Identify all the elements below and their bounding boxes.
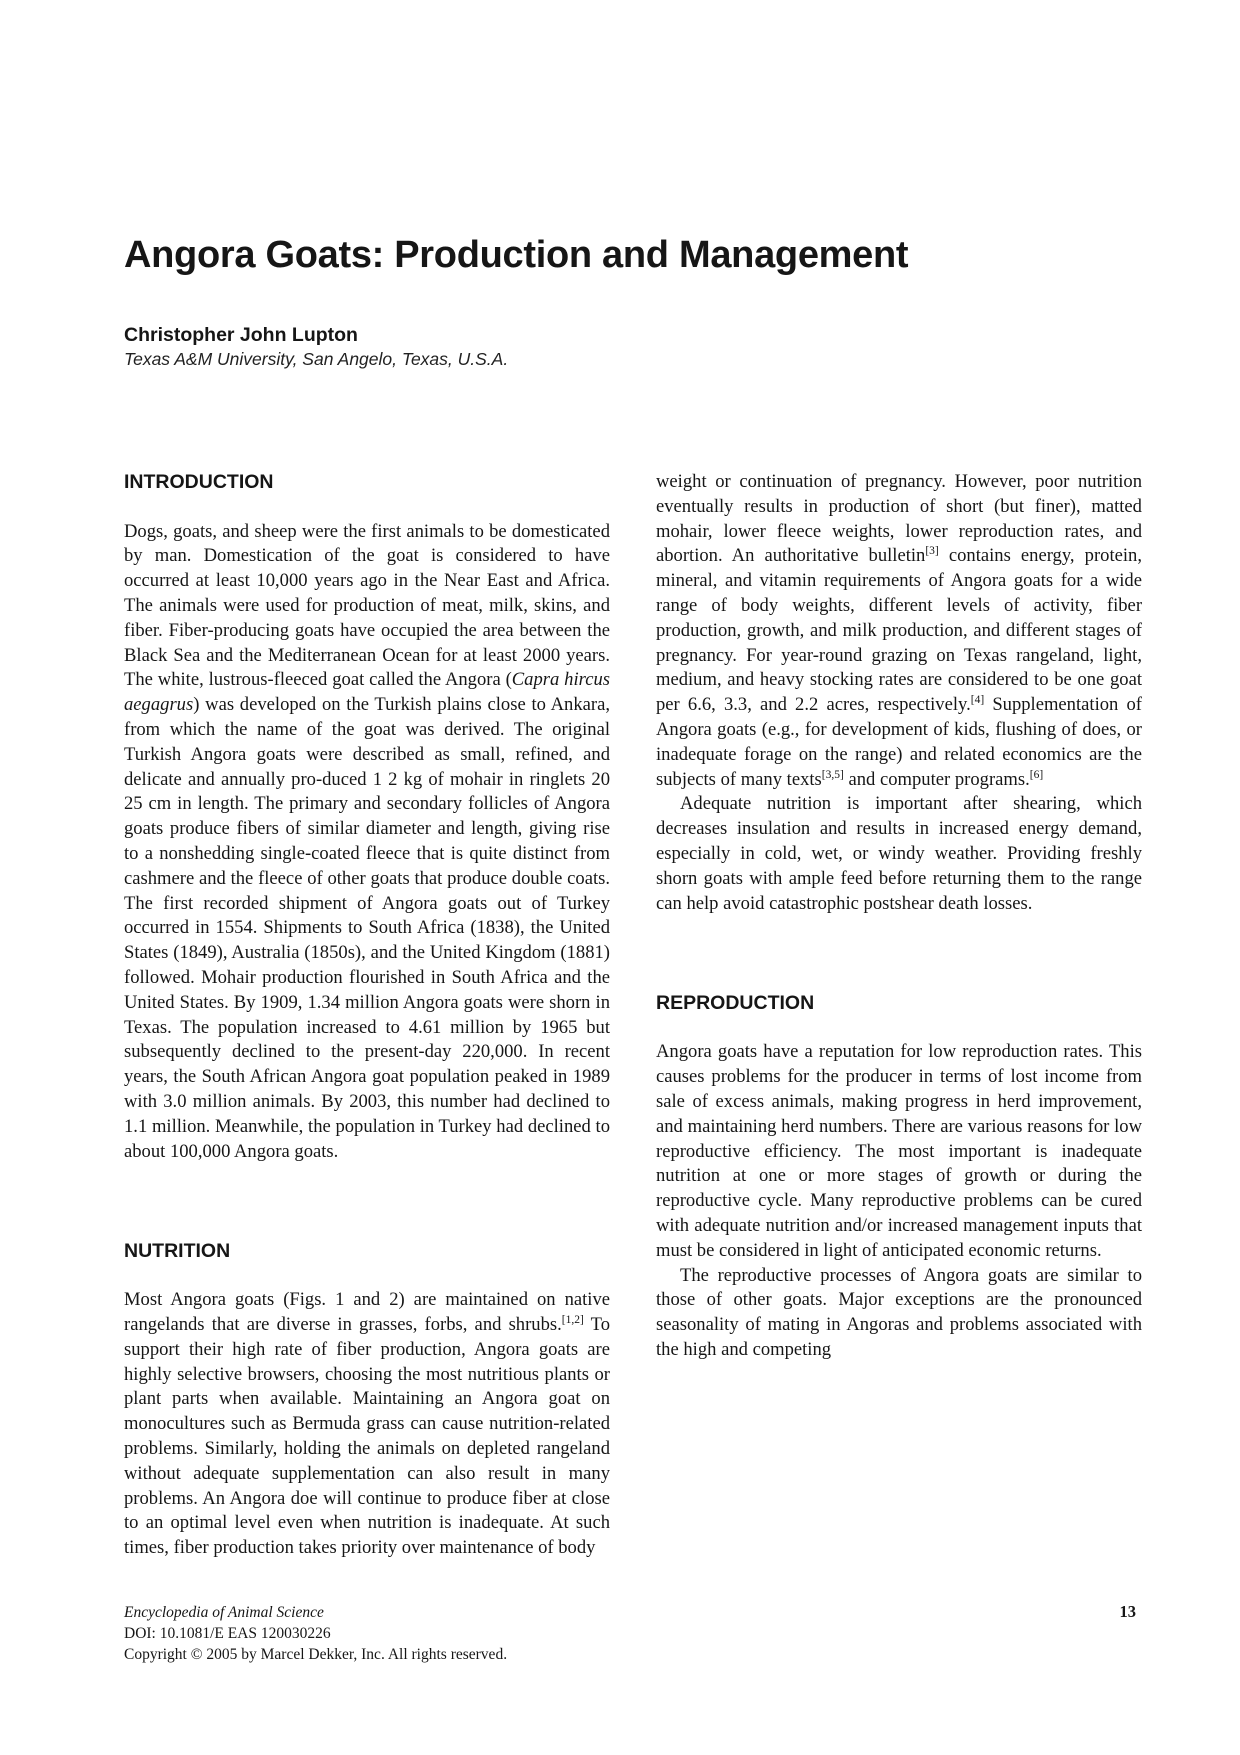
nutrition-paragraph-continued: weight or continuation of pregnancy. However, poor nutrition eventually results in production of short (but finer), matted mohair, lower fleece weights, lower reproduction rates, and abortion. An authoritative bulletin[3] contains energy, protein, mineral, and vitamin requirements of Angora goats for a wide range of body weights, different levels of activity, fiber production, growth, and milk production, and different stages of pregnancy. For year-round grazing on Texas rangeland, light, medium, and heavy stocking rates are considered to be one goat per 6.6, 3.3, and 2.2 acres, respectively.[4] Supplementation of Angora goats (e.g., for development of kids, flushing of does, or inadequate forage on the range) and related economics are the subjects of many texts[3,5] and computer programs.[6] xyxy=(656,471,1143,790)
species-name: Capra hircus aegagrus xyxy=(124,669,610,716)
citation-ref[interactable]: [1,2] xyxy=(561,1314,584,1327)
citation-ref[interactable]: [4] xyxy=(970,694,985,707)
section-heading-introduction: INTRODUCTION xyxy=(124,471,274,493)
left-column xyxy=(124,470,610,1561)
citation-ref[interactable]: [3] xyxy=(925,545,939,558)
page-footer xyxy=(124,1602,1136,1665)
introduction-paragraph: Dogs, goats, and sheep were the first animals to be domesticated by man. Domestication of the goat is considered to have occurred at least 10,000 years ago in the Near East and Africa. The animals were used for production of meat, milk, skins, and fiber. Fiber-producing goats have occupied the area between the Black Sea and the Mediterranean Ocean for at least 2000 years. The white, lustrous-fleeced goat called the Angora (Capra hircus aegagrus) was developed on the Turkish plains close to Ankara, from which the name of the goat was derived. The original Turkish Angora goats were described as small, refined, and delicate and annually pro-duced 1 2 kg of mohair in ringlets 20 25 cm in length. The primary and secondary follicles of Angora goats produce fibers of similar diameter and length, giving rise to a nonshedding single-coated fleece that is quite distinct from cashmere and the fleece of other goats that produce double coats. The first recorded shipment of Angora goats out of Turkey occurred in 1554. Shipments to South Africa (1838), the United States (1849), Australia (1850s), and the United Kingdom (1881) followed. Mohair production flourished in South Africa and the United States. By 1909, 1.34 million Angora goats were shorn in Texas. The population increased to 4.61 million by 1965 but subsequently declined to the present-day 220,000. In recent years, the South African Angora goat population peaked in 1989 with 3.0 million animals. By 2003, this number had declined to 1.1 million. Meanwhile, the population in Turkey had declined to about 100,000 Angora goats. xyxy=(124,520,610,1162)
section-heading-reproduction: REPRODUCTION xyxy=(656,991,815,1014)
reproduction-paragraph: Angora goats have a reputation for low reproduction rates. This causes problems for the producer in terms of lost income from sale of excess animals, making progress in herd improvement, and maintaining herd numbers. There are various reasons for low reproductive efficiency. The most important is inadequate nutrition at one or more stages of growth or during the reproductive cycle. Many reproductive problems can be cured with adequate nutrition and/or increased management inputs that must be considered in light of anticipated economic returns. xyxy=(656,1041,1142,1261)
article-title: Angora Goats: Production and Management xyxy=(124,234,909,276)
citation-ref[interactable]: [6] xyxy=(1029,768,1044,781)
section-heading-nutrition: NUTRITION xyxy=(124,1239,231,1262)
doi: DOI: 10.1081/E EAS 120030226 xyxy=(124,1625,331,1642)
page-number: 13 xyxy=(1119,1602,1136,1621)
copyright: Copyright © 2005 by Marcel Dekker, Inc. All rights reserved. xyxy=(124,1646,508,1663)
right-column xyxy=(656,470,1142,1363)
reproduction-paragraph-2: The reproductive processes of Angora goats are similar to those of other goats. Major exceptions are the pronounced seasonality of mating in Angoras and problems associated with the high and competing xyxy=(656,1264,1142,1360)
citation-ref[interactable]: [3,5] xyxy=(821,768,844,781)
author-affiliation: Texas A&M University, San Angelo, Texas, U.S.A. xyxy=(124,349,509,369)
nutrition-paragraph: Most Angora goats (Figs. 1 and 2) are maintained on native rangelands that are diverse in grasses, forbs, and shrubs.[1,2] To support their high rate of fiber production, Angora goats are highly selective browsers, choosing the most nutritious plants or plant parts when available. Maintaining an Angora goat on monocultures such as Bermuda grass can cause nutrition-related problems. Similarly, holding the animals on depleted rangeland without adequate supplementation can also result in many problems. An Angora doe will continue to produce fiber at close to an optimal level even when nutrition is inadequate. At such times, fiber production takes priority over maintenance of body xyxy=(124,1289,610,1559)
journal-name: Encyclopedia of Animal Science xyxy=(124,1604,324,1621)
nutrition-paragraph-2: Adequate nutrition is important after shearing, which decreases insulation and results in increased energy demand, especially in cold, wet, or windy weather. Providing freshly shorn goats with ample feed before returning them to the range can help avoid catastrophic postshear death losses. xyxy=(656,793,1142,914)
author-name: Christopher John Lupton xyxy=(124,324,358,346)
